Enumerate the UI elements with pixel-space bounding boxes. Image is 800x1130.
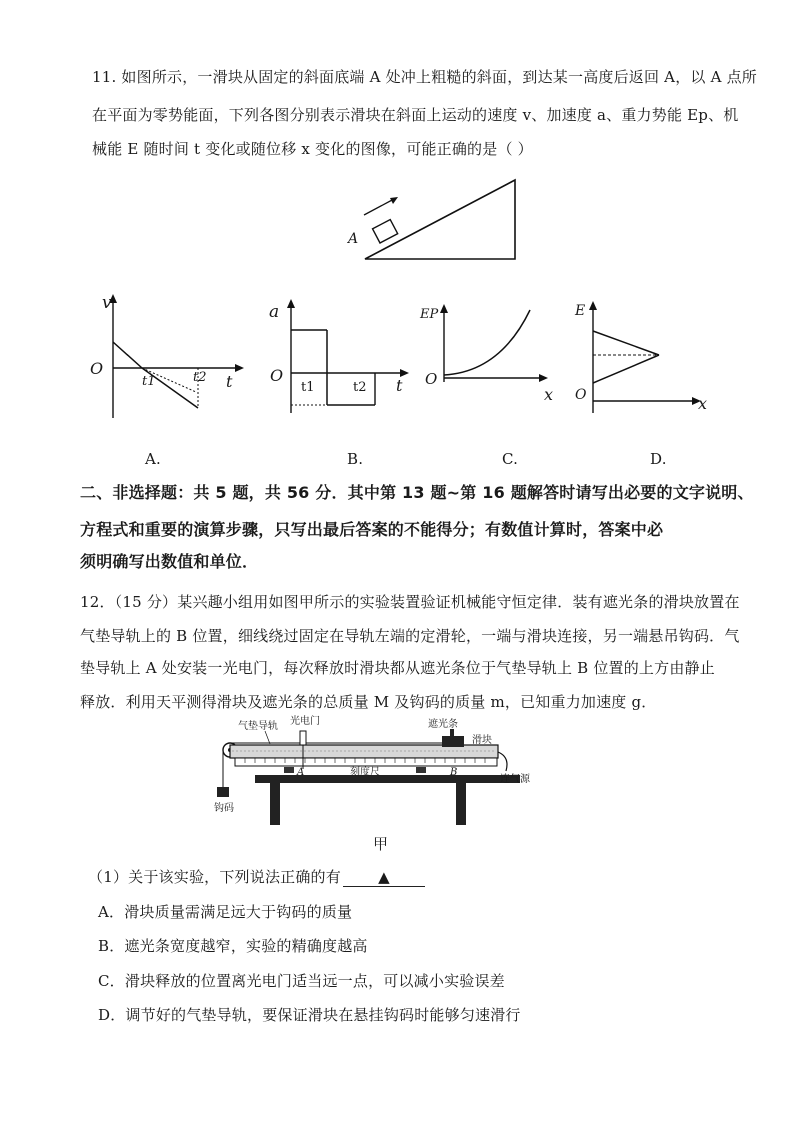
graph-b-option: B. [347, 450, 364, 468]
q12-sub1 [88, 866, 425, 887]
fig-slider-label: 滑块 [472, 735, 492, 746]
graph-d-origin: O [575, 387, 587, 403]
graph-d [565, 295, 715, 420]
q12-line4: 释放．利用天平测得滑块及遮光条的总质量 M 及钩码的质量 m，已知重力加速度 g． [80, 693, 657, 711]
fig-gate-label: 光电门 [290, 716, 320, 727]
q11-line3: 械能 E 随时间 t 变化或随位移 x 变化的图像，可能正确的是（ ） [92, 140, 533, 158]
q12-option-a: A．滑块质量需满足远大于钩码的质量 [98, 903, 353, 921]
fig-ruler-label: 刻度尺 [350, 767, 380, 778]
graph-c-ylabel: EP [420, 307, 439, 322]
q11-line1: 11. 如图所示，一滑块从固定的斜面底端 A 处冲上粗糙的斜面，到达某一高度后返回 A，以 A 点所 [92, 68, 757, 86]
fig-rail-label: 气垫导轨 [238, 721, 278, 732]
incline-figure [340, 175, 520, 265]
incline-label-a: A [348, 231, 359, 247]
q12-option-d: D．调节好的气垫导轨，要保证滑块在悬挂钩码时能够匀速滑行 [98, 1006, 521, 1024]
q12-line1: 12．（15 分）某兴趣小组用如图甲所示的实验装置验证机械能守恒定律．装有遮光条的滑块放置在 [80, 593, 740, 611]
graph-c-xlabel: x [544, 385, 554, 404]
q12-sub1-text: （1）关于该实验，下列说法正确的有 [88, 868, 341, 886]
graph-b-origin: O [270, 366, 284, 385]
graph-b-t2: t2 [353, 380, 367, 395]
graph-c-origin: O [425, 370, 438, 388]
answer-blank[interactable]: ▲ [343, 868, 425, 887]
q12-line3: 垫导轨上 A 处安装一光电门，每次释放时滑块都从遮光条位于气垫导轨上 B 位置的上方由静止 [80, 659, 715, 677]
graph-d-option: D. [650, 450, 667, 468]
fig-b-label: B [450, 767, 458, 778]
q12-line2: 气垫导轨上的 B 位置，细线绕过固定在导轨左端的定滑轮，一端与滑块连接，另一端悬吊钩码．气 [80, 627, 740, 645]
graph-b-t1: t1 [301, 380, 315, 395]
graph-b-ylabel: a [269, 302, 280, 322]
graph-d-ylabel: E [575, 303, 586, 319]
section2-line2: 方程式和重要的演算步骤，只写出最后答案的不能得分；有数值计算时，答案中必 [80, 520, 664, 539]
graph-a-xlabel: t [226, 372, 233, 391]
graph-c-option: C. [502, 450, 519, 468]
section2-line1: 二、非选择题：共 5 题，共 56 分．其中第 13 题~第 16 题解答时请写出必要的文字说明、 [80, 483, 754, 502]
graph-d-xlabel: x [698, 394, 708, 413]
graph-a-origin: O [90, 359, 104, 378]
q12-option-b: B．遮光条宽度越窄，实验的精确度越高 [98, 937, 368, 955]
graph-a [90, 290, 250, 425]
q11-line2: 在平面为零势能面，下列各图分别表示滑块在斜面上运动的速度 v、加速度 a、重力势能 Ep、机 [92, 106, 739, 124]
graph-a-option: A. [145, 450, 162, 468]
graph-a-ylabel: v [102, 293, 112, 313]
graph-b [265, 295, 415, 420]
graph-b-xlabel: t [396, 376, 403, 395]
section2-line3: 须明确写出数值和单位． [80, 552, 259, 571]
graph-c [420, 300, 560, 410]
fig-air-label: 连气源 [500, 774, 530, 785]
figure-caption: 甲 [373, 835, 389, 853]
graph-a-t1: t1 [142, 374, 156, 389]
q12-option-c: C．滑块释放的位置离光电门适当远一点，可以减小实验误差 [98, 972, 505, 990]
apparatus-figure [210, 715, 570, 830]
fig-strip-label: 遮光条 [428, 719, 458, 730]
fig-weight-label: 钩码 [214, 803, 234, 814]
graph-a-t2: t2 [193, 370, 207, 385]
fig-a-label: A [297, 767, 305, 778]
